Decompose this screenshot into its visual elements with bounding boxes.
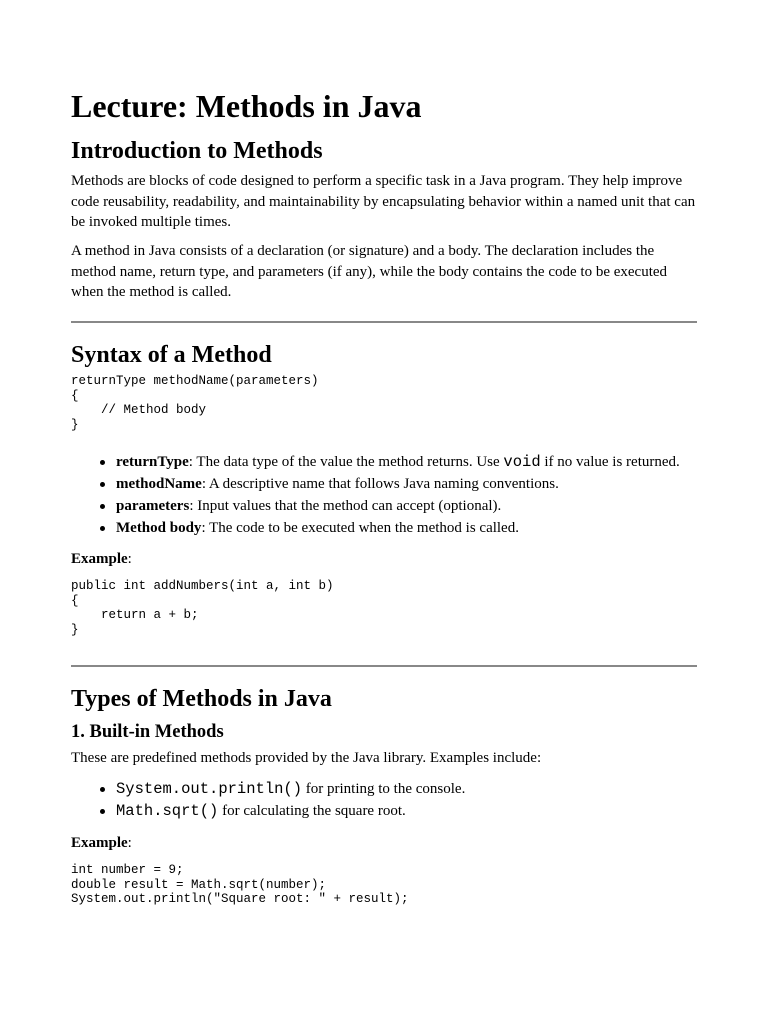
syntax-list bbox=[71, 451, 697, 539]
syntax-code-block: returnType methodName(parameters) { // Method body } bbox=[71, 374, 319, 432]
syntax-heading: Syntax of a Method bbox=[71, 342, 272, 368]
term: methodName bbox=[116, 476, 202, 492]
term: parameters bbox=[116, 498, 190, 514]
intro-heading: Introduction to Methods bbox=[71, 138, 323, 164]
inline-code: void bbox=[503, 453, 541, 471]
builtin-list bbox=[71, 778, 697, 822]
intro-paragraph-1: Methods are blocks of code designed to perform a specific task in a Java program. They help improve code reusability, readability, and maintainability by encapsulating behavior within a named unit that can be invoked multiple times. bbox=[71, 173, 696, 230]
intro-paragraph-2: A method in Java consists of a declaration (or signature) and a body. The declaration includes the method name, return type, and parameters (if any), while the body contains the code to be executed when the method is called. bbox=[71, 243, 668, 300]
section-divider-2 bbox=[71, 665, 697, 667]
inline-code: Math.sqrt() bbox=[116, 802, 219, 820]
section-divider-1 bbox=[71, 321, 697, 323]
builtin-paragraph: These are predefined methods provided by the Java library. Examples include: bbox=[71, 750, 542, 766]
example-label: Example: bbox=[71, 551, 132, 567]
example-code-block: public int addNumbers(int a, int b) { return a + b; } bbox=[71, 579, 334, 637]
builtin-example-code-block: int number = 9; double result = Math.sqrt(number); System.out.println("Square root: " + result); bbox=[71, 863, 409, 906]
term: Method body bbox=[116, 520, 202, 536]
list-item: methodName: A descriptive name that follows Java naming conventions. bbox=[71, 473, 697, 495]
list-item: parameters: Input values that the method can accept (optional). bbox=[71, 495, 697, 517]
list-item: returnType: The data type of the value the method returns. Use void if no value is returned. bbox=[71, 451, 697, 473]
inline-code: System.out.println() bbox=[116, 780, 303, 798]
list-item: Method body: The code to be executed when the method is called. bbox=[71, 517, 697, 539]
builtin-heading: 1. Built-in Methods bbox=[71, 722, 224, 742]
builtin-example-label: Example: bbox=[71, 835, 132, 851]
list-item: System.out.println() for printing to the console. bbox=[71, 778, 697, 800]
term: returnType bbox=[116, 454, 189, 470]
page-title: Lecture: Methods in Java bbox=[71, 88, 422, 124]
types-heading: Types of Methods in Java bbox=[71, 686, 332, 712]
list-item: Math.sqrt() for calculating the square root. bbox=[71, 800, 697, 822]
